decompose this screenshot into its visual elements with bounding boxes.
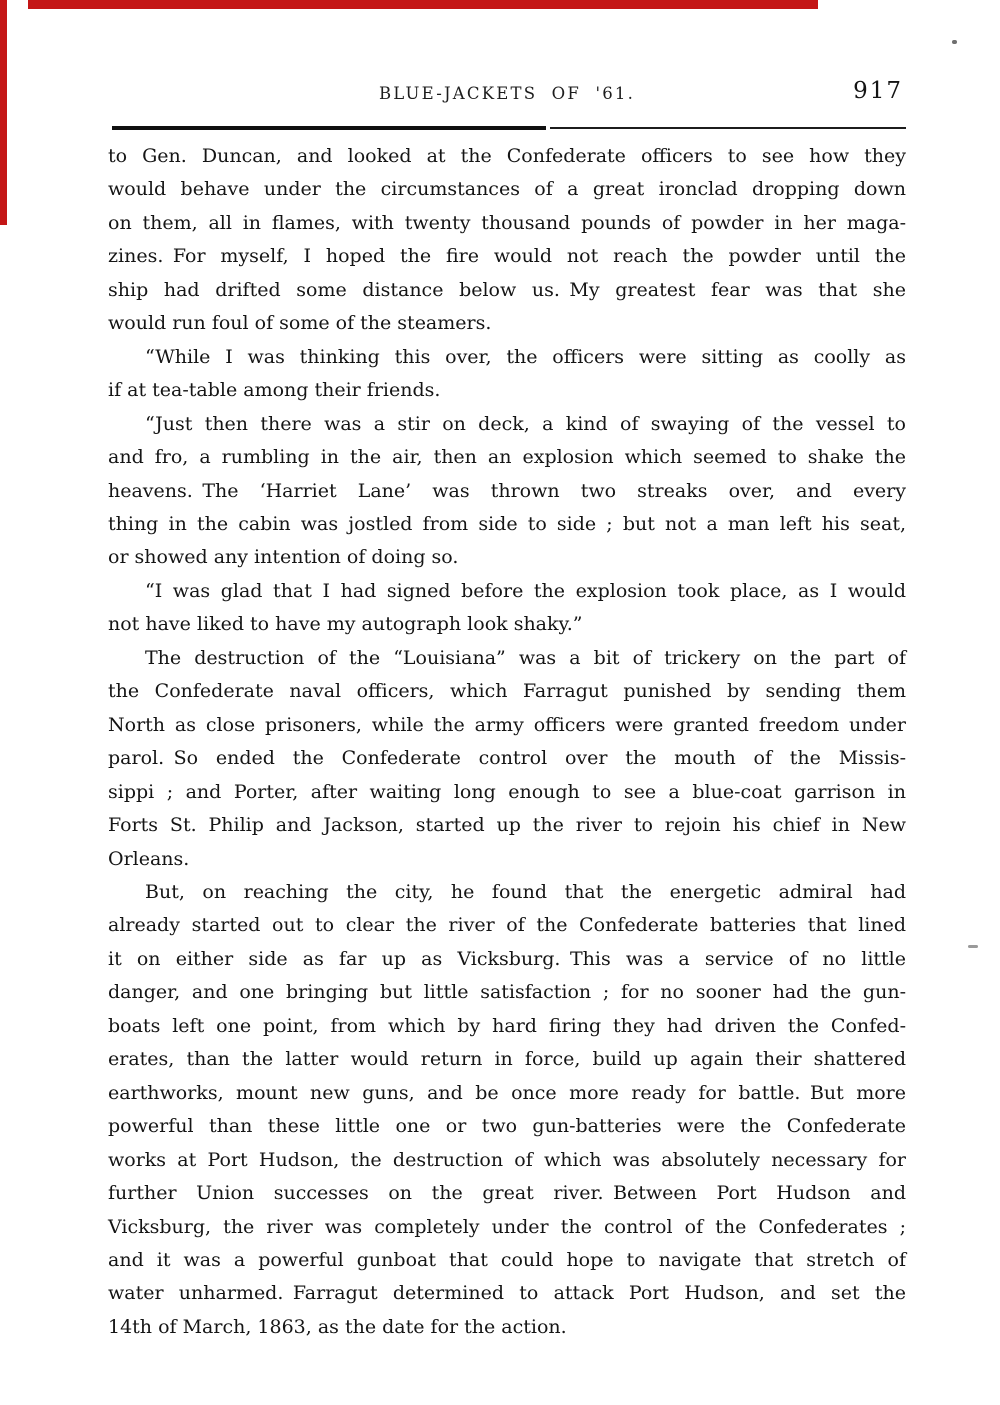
header-rule: [110, 125, 906, 130]
text-line: ship had drifted some distance below us. My greatest fear was that she: [108, 278, 906, 301]
text-line: North as close prisoners, while the army officers were granted freedom under: [108, 713, 906, 736]
text-line: and fro, a rumbling in the air, then an explosion which seemed to shake the: [108, 446, 906, 469]
page-edge-stain-top-icon: [28, 0, 818, 9]
text-line: and it was a powerful gunboat that could hope to navigate that stretch of: [108, 1248, 906, 1271]
text-line: would run foul of some of the steamers.: [108, 312, 492, 335]
text-line: sippi ; and Porter, after waiting long enough to see a blue-coat garrison in: [108, 780, 906, 803]
text-line: heavens. The ‘Harriet Lane’ was thrown two streaks over, and every: [108, 479, 906, 502]
text-line: “While I was thinking this over, the officers were sitting as coolly as: [145, 345, 906, 368]
text-line: danger, and one bringing but little satisfaction ; for no sooner had the gun-: [108, 981, 906, 1004]
text-line: if at tea-table among their friends.: [108, 379, 441, 402]
text-line: erates, than the latter would return in force, build up again their shattered: [108, 1048, 906, 1071]
text-line: works at Port Hudson, the destruction of which was absolutely necessary for: [108, 1148, 906, 1171]
page-title: BLUE-JACKETS OF '61.: [378, 84, 636, 103]
text-line: further Union successes on the great river. Between Port Hudson and: [108, 1182, 906, 1205]
text-line: on them, all in flames, with twenty thousand pounds of powder in her maga-: [108, 211, 906, 234]
text-line: thing in the cabin was jostled from side to side ; but not a man left his seat,: [108, 512, 906, 535]
text-line: “Just then there was a stir on deck, a kind of swaying of the vessel to: [145, 412, 906, 435]
text-line: The destruction of the “Louisiana” was a bit of trickery on the part of: [145, 646, 906, 669]
text-line: parol. So ended the Confederate control over the mouth of the Missis-: [108, 747, 906, 770]
text-line: Vicksburg, the river was completely under the control of the Confederates ;: [108, 1215, 906, 1238]
header-rule-segment: [112, 126, 546, 130]
text-line: But, on reaching the city, he found that the energetic admiral had: [145, 880, 906, 903]
text-line: not have liked to have my autograph look shaky.”: [108, 613, 583, 636]
text-block: [108, 140, 906, 1344]
text-line: Forts St. Philip and Jackson, started up the river to rejoin his chief in New: [108, 814, 906, 837]
text-line: boats left one point, from which by hard firing they had driven the Confed-: [108, 1014, 906, 1037]
page-number: 917: [853, 78, 903, 104]
scan-speck-icon: [952, 40, 957, 44]
text-line: the Confederate naval officers, which Farragut punished by sending them: [108, 680, 906, 703]
text-line: to Gen. Duncan, and looked at the Confederate officers to see how they: [108, 145, 906, 167]
text-line: powerful than these little one or two gun-batteries were the Confederate: [108, 1115, 906, 1138]
text-line: earthworks, mount new guns, and be once more ready for battle. But more: [108, 1081, 906, 1104]
text-line: zines. For myself, I hoped the fire would not reach the powder until the: [108, 245, 906, 268]
running-header: [0, 78, 1000, 112]
text-line: would behave under the circumstances of a great ironclad dropping down: [108, 178, 906, 201]
text-line: “I was glad that I had signed before the explosion took place, as I would: [145, 579, 906, 602]
text-line: it on either side as far up as Vicksburg. This was a service of no little: [108, 947, 906, 970]
text-line: already started out to clear the river of the Confederate batteries that lined: [108, 914, 906, 937]
text-line: or showed any intention of doing so.: [108, 546, 459, 569]
text-line: 14th of March, 1863, as the date for the action.: [108, 1315, 567, 1338]
text-line: water unharmed. Farragut determined to attack Port Hudson, and set the: [108, 1282, 906, 1305]
text-line: Orleans.: [108, 847, 190, 870]
header-rule-segment: [550, 127, 906, 129]
page-edge-stain-left-icon: [0, 0, 7, 225]
scan-speck-icon: [968, 945, 978, 948]
